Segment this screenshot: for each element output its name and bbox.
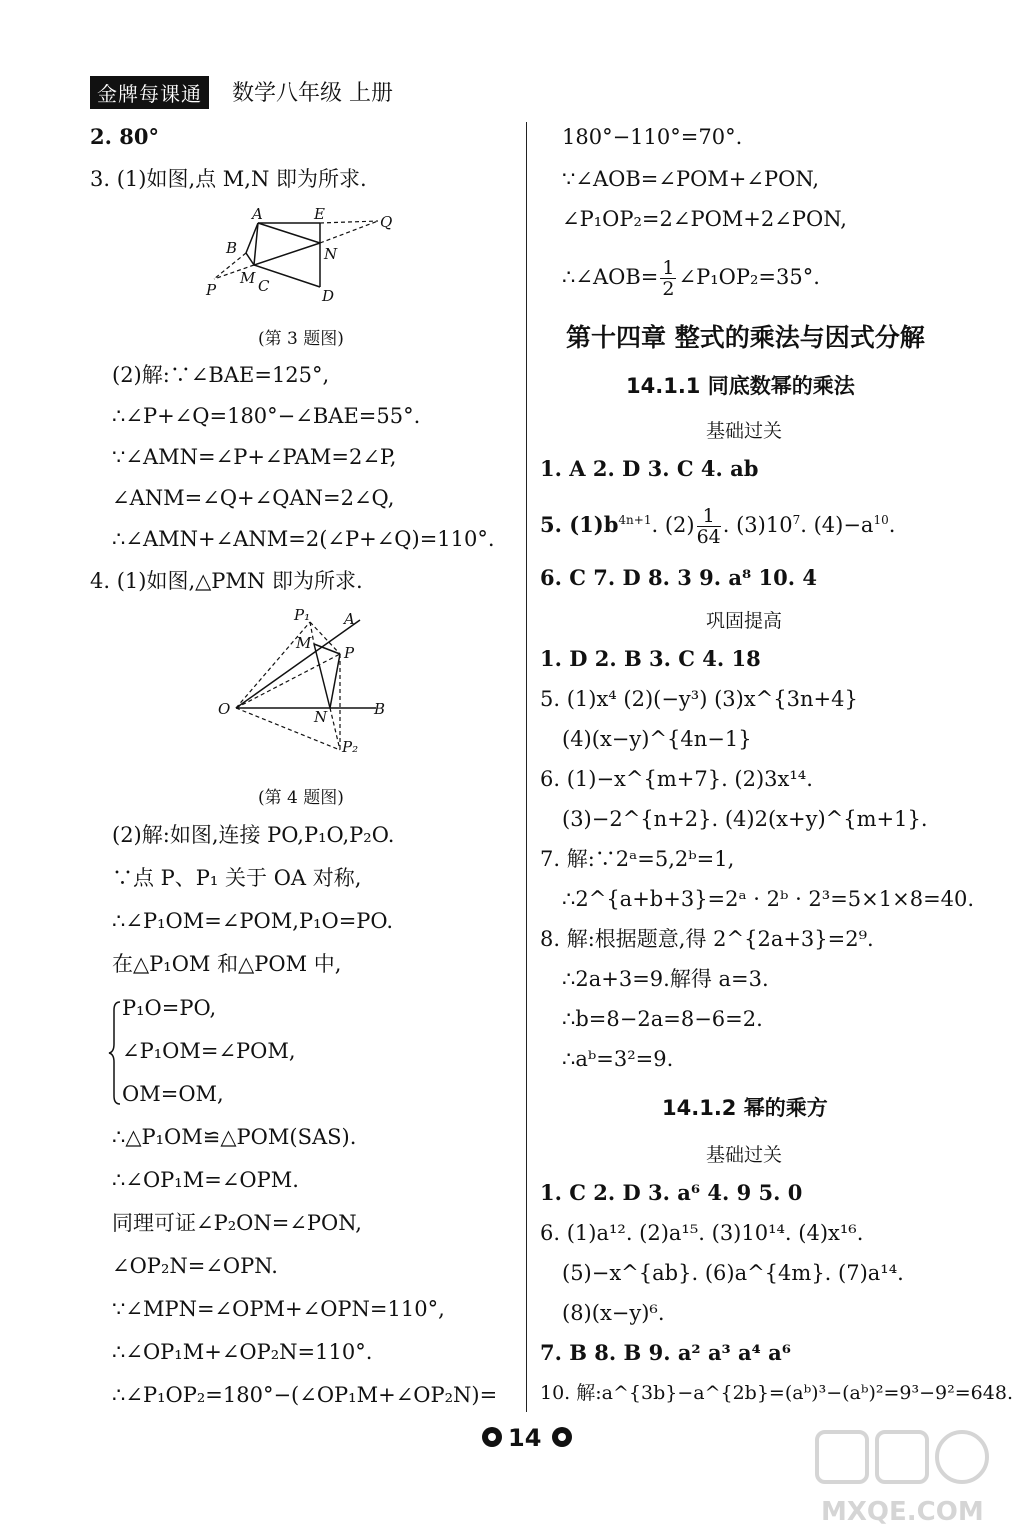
answer-q4-line9: ∵∠MPN=∠OPM+∠OPN=110°, [112, 1297, 445, 1321]
subsection-basic-2: 基础过关 [706, 1144, 783, 1166]
fig3-label-a: A [252, 205, 263, 223]
answer-q4-system-line3: OM=OM, [122, 1082, 224, 1106]
answer-q4-cont-line2: ∵∠AOB=∠POM+∠PON, [562, 167, 820, 191]
answer-q2: 2. 80° [90, 124, 159, 149]
book-subject-title: 数学八年级 上册 [232, 81, 393, 106]
answer-q4-line10: ∴∠OP₁M+∠OP₂N=110°. [112, 1340, 373, 1364]
fig4-label-b: B [374, 700, 386, 718]
s2-answer-5-line2: (4)(x−y)^{4n−1} [562, 727, 752, 751]
column-divider [526, 122, 527, 1412]
answer-q4-part1: 4. (1)如图,△PMN 即为所求. [90, 569, 363, 593]
answer-q4-line5: ∴△P₁OM≌△POM(SAS). [112, 1125, 357, 1149]
s2-answer-7-line2: ∴2^{a+b+3}=2ᵃ · 2ᵇ · 2³=5×1×8=40. [562, 887, 975, 911]
s2-answer-5-line1: 5. (1)x⁴ (2)(−y³) (3)x^{3n+4} [540, 687, 858, 711]
page-ornament-left-icon [480, 1424, 504, 1450]
answer-q3-part2-line2: ∴∠P+∠Q=180°−∠BAE=55°. [112, 404, 421, 428]
answer-q3-part2-line1: (2)解:∵∠BAE=125°, [112, 363, 330, 387]
s3-answer-6-line2: (5)−x^{ab}. (6)a^{4m}. (7)a¹⁴. [562, 1261, 904, 1285]
s1-answers-1-4: 1. A 2. D 3. C 4. ab [540, 456, 759, 481]
watermark-logo-icon [807, 1422, 1007, 1532]
fig3-label-e: E [314, 205, 325, 223]
answer-q4-line6: ∴∠OP₁M=∠OPM. [112, 1168, 299, 1192]
figure-q3-caption: (第 3 题图) [258, 329, 344, 349]
s3-answer-6-line1: 6. (1)a¹². (2)a¹⁵. (3)10¹⁴. (4)x¹⁶. [540, 1221, 864, 1245]
s2-answer-6-line1: 6. (1)−x^{m+7}. (2)3x¹⁴. [540, 767, 813, 791]
s2-answer-8-line2: ∴2a+3=9.解得 a=3. [562, 967, 769, 991]
answer-q3-part2-line4: ∠ANM=∠Q+∠QAN=2∠Q, [112, 486, 395, 510]
s1-answers-6-10: 6. C 7. D 8. 3 9. a⁸ 10. 4 [540, 565, 817, 590]
s2-answer-6-line2: (3)−2^{n+2}. (4)2(x+y)^{m+1}. [562, 807, 928, 831]
s3-answers-7-9: 7. B 8. B 9. a² a³ a⁴ a⁶ [540, 1340, 791, 1365]
figure-q3 [200, 205, 400, 305]
fig3-label-q: Q [380, 213, 393, 231]
fig4-label-p: P [344, 644, 355, 662]
answer-q4-cont-line4 [562, 258, 820, 299]
answer-q3-part2-line5: ∴∠AMN+∠ANM=2(∠P+∠Q)=110°. [112, 527, 495, 551]
s3-answers-1-5: 1. C 2. D 3. a⁶ 4. 9 5. 0 [540, 1180, 803, 1205]
answer-q4-line8: ∠OP₂N=∠OPN. [112, 1254, 278, 1278]
answer-q4-system-line2: ∠P₁OM=∠POM, [122, 1039, 296, 1063]
subsection-improve: 巩固提高 [706, 610, 783, 632]
answer-q4-line1: (2)解:如图,连接 PO,P₁O,P₂O. [112, 823, 395, 847]
answer-q4-line11: ∴∠P₁OP₂=180°−(∠OP₁M+∠OP₂N)= [112, 1383, 498, 1407]
s3-answer-10: 10. 解:a^{3b}−a^{2b}=(aᵇ)³−(aᵇ)²=9³−9²=648. [540, 1382, 1013, 1404]
fig3-label-d: D [322, 287, 335, 305]
s3-answer-6-line3: (8)(x−y)⁶. [562, 1301, 665, 1325]
figure-q4 [210, 602, 400, 762]
answer-q4-cont-line1: 180°−110°=70°. [562, 125, 743, 149]
r4-suffix: ∠P₁OP₂=35°. [678, 265, 820, 289]
section-title-14-1-2: 14.1.2 幂的乘方 [662, 1096, 828, 1120]
answer-q4-cont-line3: ∠P₁OP₂=2∠POM+2∠PON, [562, 207, 847, 231]
s2-answer-8-line4: ∴aᵇ=3²=9. [562, 1047, 674, 1071]
s2-answer-7-line1: 7. 解:∵2ᵃ=5,2ᵇ=1, [540, 847, 735, 871]
fig4-label-m: M [296, 634, 312, 652]
s2-answer-8-line3: ∴b=8−2a=8−6=2. [562, 1007, 763, 1031]
fig3-label-m: M [240, 269, 256, 287]
answer-q4-line2: ∵点 P、P₁ 关于 OA 对称, [112, 866, 362, 890]
section-title-14-1-1: 14.1.1 同底数幂的乘法 [626, 374, 855, 398]
fig4-label-o: O [218, 700, 231, 718]
fig3-label-c: C [258, 277, 270, 295]
answer-q3-part2-line3: ∵∠AMN=∠P+∠PAM=2∠P, [112, 445, 397, 469]
fig3-label-b: B [226, 239, 238, 257]
book-series-badge: 金牌每课通 [90, 76, 209, 109]
figure-q4-caption: (第 4 题图) [258, 788, 344, 808]
page-ornament-right-icon [550, 1424, 574, 1450]
chapter-title: 第十四章 整式的乘法与因式分解 [566, 323, 925, 352]
s1-5-fraction: $\frac{1}{64}$ [696, 505, 721, 548]
r4-fraction: $\frac{1}{2}$ [662, 257, 675, 300]
page-number: 14 [508, 1424, 542, 1452]
answer-q4-system-line1: P₁O=PO, [122, 996, 217, 1020]
fig3-label-n: N [324, 245, 338, 263]
r4-prefix: ∴∠AOB= [562, 265, 659, 289]
s1-answer-5: 5. $(1)b^{4n+1}$. (2) $\frac{1}{64}$ . $(3)10^7$. $(4)-a^{10}$. [540, 505, 896, 548]
answer-q4-line4: 在△P₁OM 和△POM 中, [112, 952, 342, 976]
s2-answer-8-line1: 8. 解:根据题意,得 2^{2a+3}=2⁹. [540, 927, 874, 951]
system-brace [108, 1000, 122, 1106]
fig4-label-p1: P₁ [294, 606, 311, 624]
answer-q4-line7: 同理可证∠P₂ON=∠PON, [112, 1211, 362, 1235]
s2-answers-1-4: 1. D 2. B 3. C 4. 18 [540, 646, 761, 671]
fig3-label-p: P [206, 281, 217, 299]
answer-q3-part1: 3. (1)如图,点 M,N 即为所求. [90, 167, 367, 191]
fig4-label-a: A [344, 610, 355, 628]
subsection-basic-1: 基础过关 [706, 420, 783, 442]
answer-q4-line3: ∴∠P₁OM=∠POM,P₁O=PO. [112, 909, 394, 933]
fig4-label-n: N [314, 708, 328, 726]
svg-text:MXQE.COM: MXQE.COM [821, 1497, 984, 1527]
fig4-label-p2: P₂ [342, 738, 359, 756]
